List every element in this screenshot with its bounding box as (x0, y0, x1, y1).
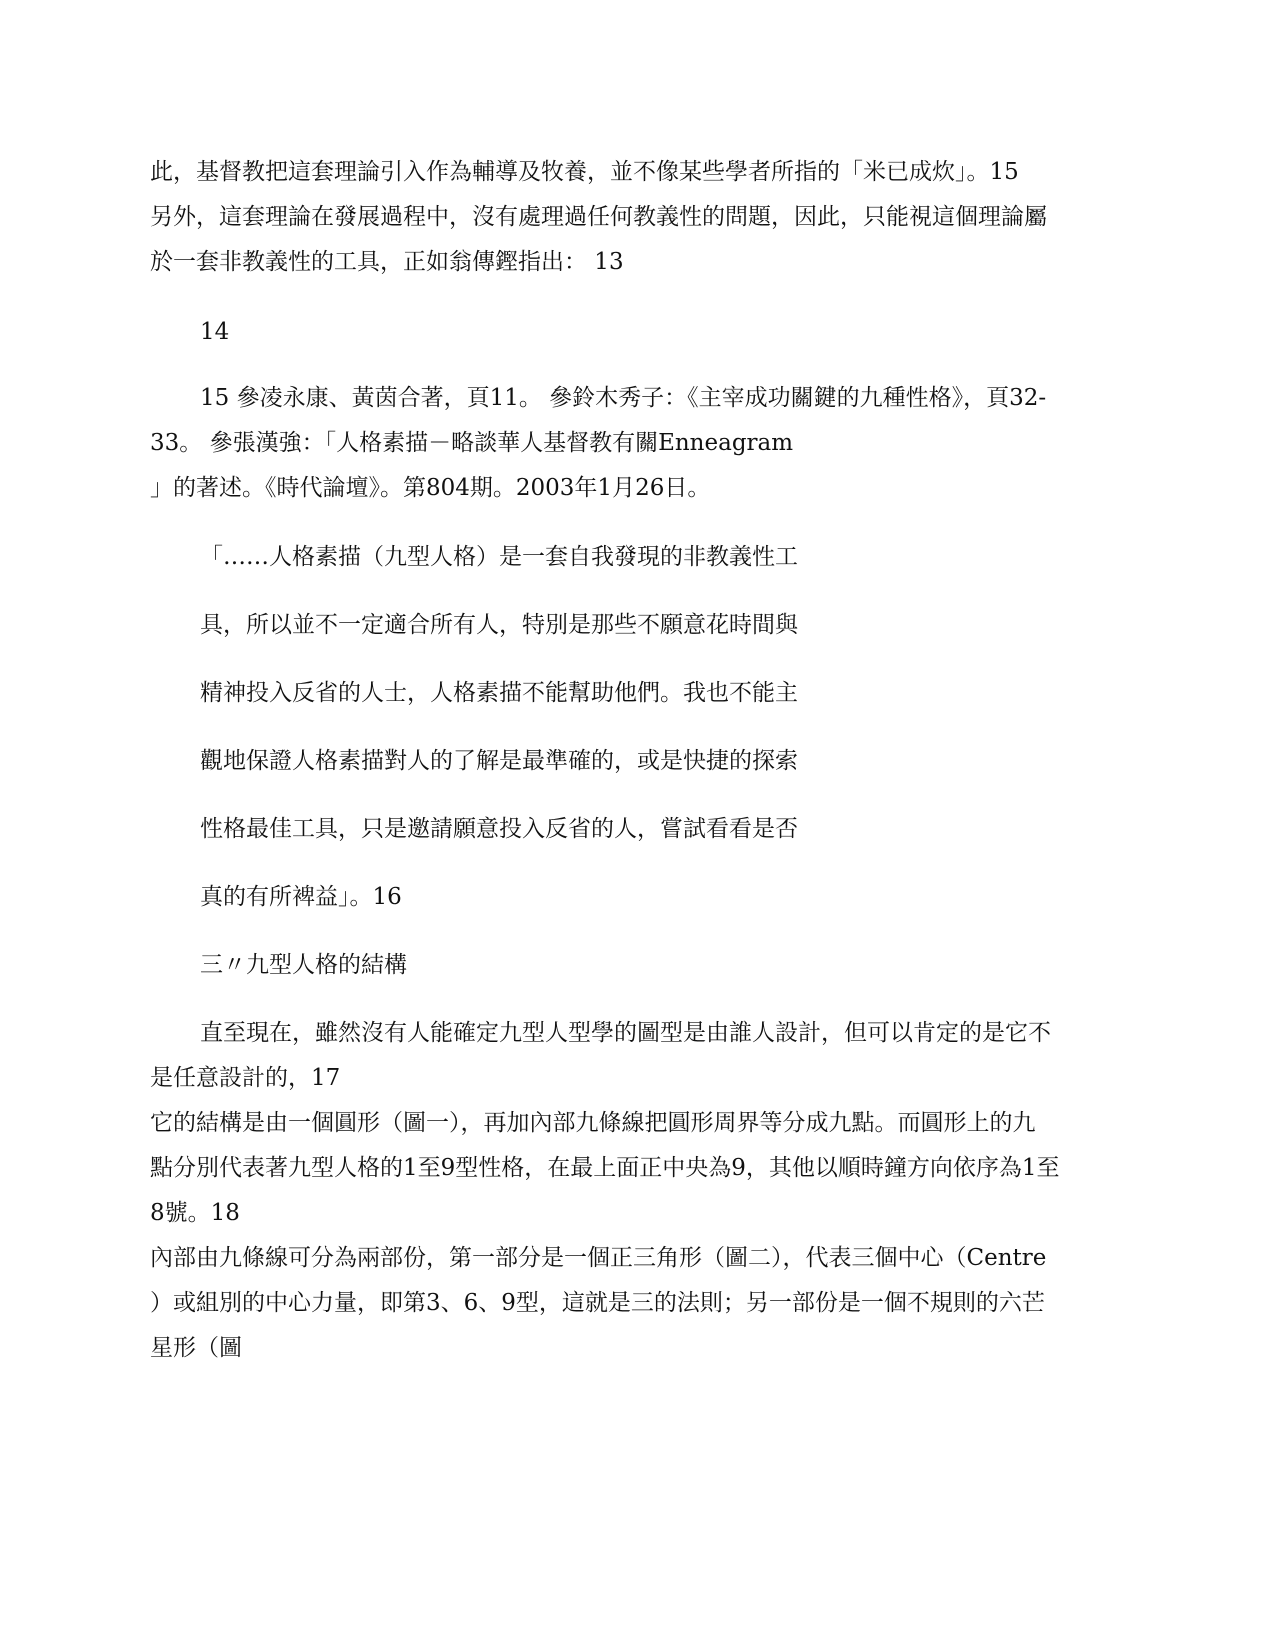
quote-line-3: 精神投入反省的人士，人格素描不能幫助他們。我也不能主 (200, 680, 798, 706)
quote-line-4: 觀地保證人格素描對人的了解是最準確的，或是快捷的探索 (200, 748, 798, 774)
paragraph-2-line-5: 8號。18 (150, 1200, 240, 1226)
paragraph-2-line-3: 它的結構是由一個圓形（圖一），再加內部九條線把圓形周界等分成九點。而圓形上的九 (150, 1110, 1036, 1136)
paragraph-2-line-2: 是任意設計的，17 (150, 1065, 341, 1091)
footnote-15-line-2: 33。 參張漢強：「人格素描－略談華人基督教有關Enneagram (150, 430, 794, 456)
paragraph-2-line-6: 內部由九條線可分為兩部份，第一部分是一個正三角形（圖二），代表三個中心（Centre (150, 1245, 1047, 1271)
paragraph-1-line-1: 此，基督教把這套理論引入作為輔導及牧養，並不像某些學者所指的「米已成炊」。15 (150, 159, 1019, 185)
footnote-14: 14 (200, 319, 230, 345)
quote-line-2: 具，所以並不一定適合所有人，特別是那些不願意花時間與 (200, 612, 798, 638)
footnote-15-line-1: 15 參凌永康、黃茵合著，頁11。 參鈴木秀子：《主宰成功關鍵的九種性格》，頁32- (200, 385, 1047, 411)
quote-line-5: 性格最佳工具，只是邀請願意投入反省的人，嘗試看看是否 (200, 816, 798, 842)
section-heading: 三〃九型人格的結構 (200, 952, 407, 978)
paragraph-2-line-1: 直至現在，雖然沒有人能確定九型人型學的圖型是由誰人設計，但可以肯定的是它不 (200, 1020, 1051, 1046)
paragraph-1-line-2: 另外，這套理論在發展過程中，沒有處理過任何教義性的問題，因此，只能視這個理論屬 (150, 204, 1047, 230)
quote-line-6: 真的有所裨益」。16 (200, 884, 402, 910)
paragraph-1-line-3: 於一套非教義性的工具，正如翁傳鏗指出： 13 (150, 249, 624, 275)
quote-line-1: 「……人格素描（九型人格）是一套自我發現的非教義性工 (200, 544, 798, 570)
paragraph-2-line-8: 星形（圖 (150, 1335, 242, 1361)
paragraph-2-line-7: ）或組別的中心力量，即第3、6、9型，這就是三的法則；另一部份是一個不規則的六芒 (150, 1290, 1045, 1316)
paragraph-2-line-4: 點分別代表著九型人格的1至9型性格，在最上面正中央為9，其他以順時鐘方向依序為1至 (150, 1155, 1060, 1181)
footnote-15-line-3: 」的著述。《時代論壇》。第804期。2003年1月26日。 (150, 475, 711, 501)
